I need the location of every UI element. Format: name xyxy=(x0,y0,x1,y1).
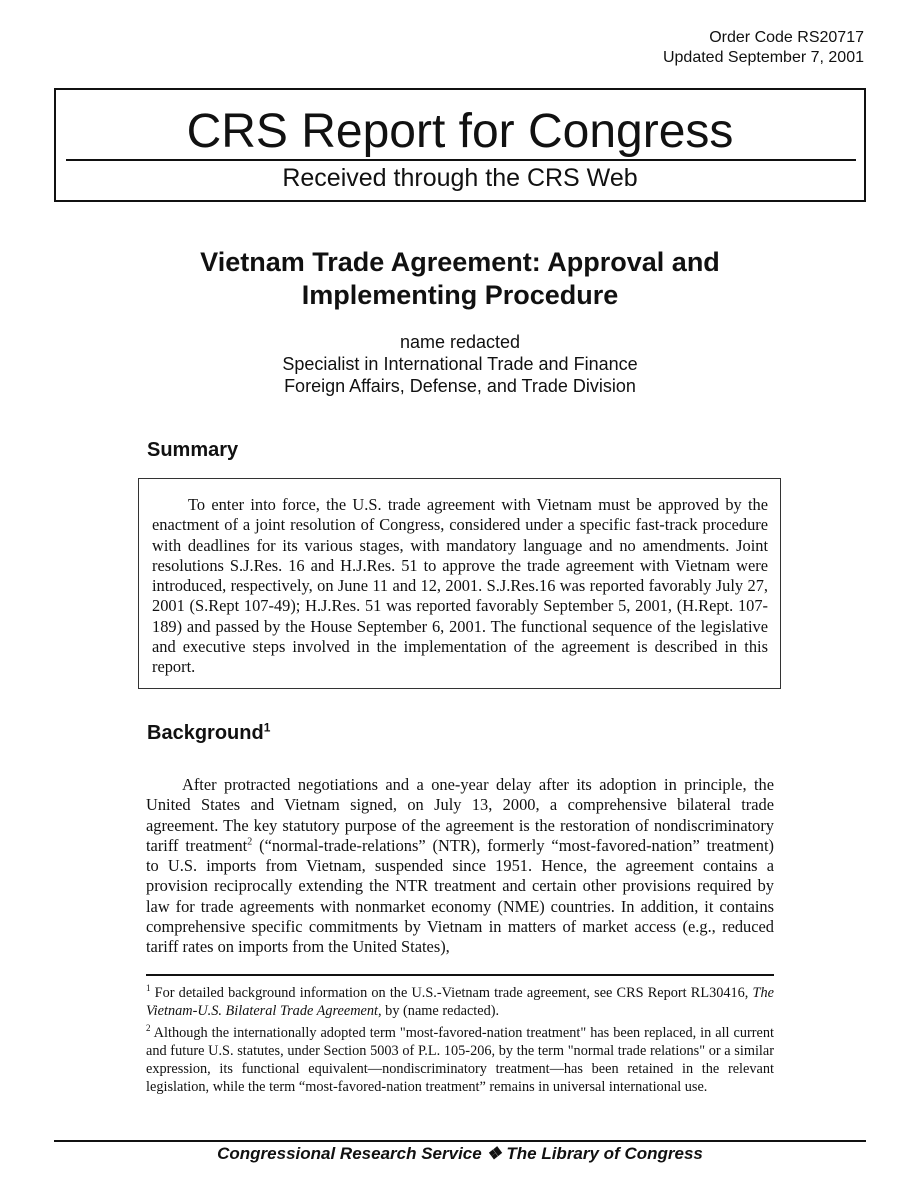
footnote-2 xyxy=(146,1024,774,1096)
footnotes xyxy=(146,984,774,1100)
background-heading xyxy=(147,722,270,745)
footnote-ref-2: 2 xyxy=(247,836,253,848)
background-paragraph xyxy=(146,775,774,958)
footnote-separator xyxy=(146,974,774,976)
document-title-line2: Implementing Procedure xyxy=(301,280,619,310)
background-heading-text: Background xyxy=(147,722,264,744)
footnote-2-number: 2 xyxy=(146,1023,151,1034)
masthead-subtitle: Received through the CRS Web xyxy=(282,164,638,192)
summary-heading: Summary xyxy=(147,439,239,461)
author-name: name redacted xyxy=(399,332,521,352)
masthead-rule xyxy=(66,159,856,161)
author-block xyxy=(0,331,920,397)
footer-text: Congressional Research Service ❖ The Library of Congress xyxy=(217,1144,703,1163)
background-text-part2: (“normal-trade-relations” (NTR), formerly “most-favored-nation” treatment) to U.S. imports from Vietnam, suspended since 1951. Hence, the agreement contains a provision reciprocally extending the NTR treatment and certain other provisions required by law for trade agreements with nonmarket economy (NME) countries. In addition, it contains comprehensive specific commitments by Vietnam in matters of market access (e.g., reduced tariff rates on imports from the United States), xyxy=(146,835,775,957)
footnote-1-cited-title: The Vietnam-U.S. Bilateral Trade Agreement xyxy=(146,985,774,1019)
order-code: Order Code RS20717 xyxy=(709,29,864,46)
footnote-ref-1: 1 xyxy=(263,720,271,735)
author-position: Specialist in International Trade and Finance xyxy=(282,354,638,374)
updated-date: Updated September 7, 2001 xyxy=(662,49,864,66)
footer-rule xyxy=(54,1140,866,1142)
footnote-1-number: 1 xyxy=(146,983,151,994)
masthead-title: CRS Report for Congress xyxy=(186,105,734,158)
document-title xyxy=(100,246,820,312)
footnote-1-text: For detailed background information on the U.S.-Vietnam trade agreement, see CRS Report RL30416, xyxy=(150,985,753,1001)
order-code-block xyxy=(663,28,864,68)
footnote-1-text-end: , by (name redacted). xyxy=(378,1003,500,1019)
background-body xyxy=(146,775,774,958)
document-title-line1: Vietnam Trade Agreement: Approval and xyxy=(200,247,720,277)
footnote-1 xyxy=(146,984,774,1020)
background-text-part1: After protracted negotiations and a one-year delay after its adoption in principle, the United States and Vietnam signed, on July 13, 2000, a comprehensive bilateral trade agreement. The key statutory purpose of the agreement is the restoration of nondiscriminatory tariff treatment xyxy=(146,775,774,855)
summary-text: To enter into force, the U.S. trade agreement with Vietnam must be approved by the enactment of a joint resolution of Congress, considered under a specific fast-track procedure with deadlines for its various stages, with mandatory language and no amendments. Joint resolutions S.J.Res. 16 and H.J.Res. 51 to approve the trade agreement with Vietnam were introduced, respectively, on June 11 and 12, 2001. S.J.Res.16 was reported favorably July 27, 2001 (S.Rept 107-49); H.J.Res. 51 was reported favorably September 5, 2001, (H.Rept. 107-189) and passed by the House September 6, 2001. The functional sequence of the legislative and executive steps involved in the implementation of the agreement is described in this report. xyxy=(152,495,768,677)
author-division: Foreign Affairs, Defense, and Trade Division xyxy=(284,376,636,396)
footnote-2-text: Although the internationally adopted term "most-favored-nation treatment" has been replaced, in all current and future U.S. statutes, under Section 5003 of P.L. 105-206, by the term "normal trade relations" or a similar expression, its functional equivalent—nondiscriminatory treatment—has been retained in the relevant legislation, while the term “most-favored-nation treatment” remains in universal international use. xyxy=(146,1025,774,1095)
summary-box xyxy=(138,478,781,689)
